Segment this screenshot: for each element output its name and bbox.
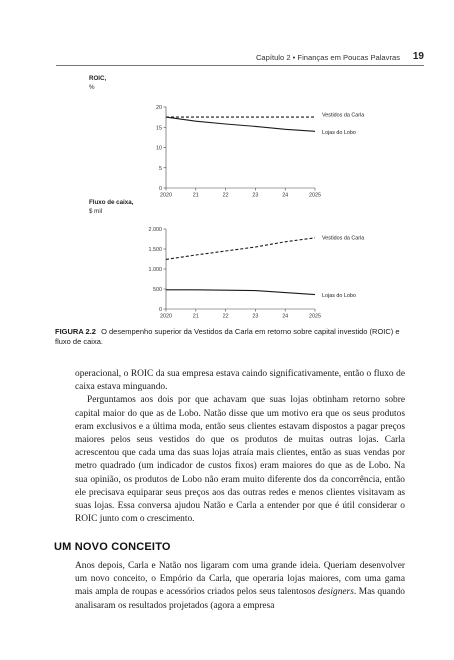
figure-2-2: [0, 70, 454, 325]
x-tick-label: 2020: [160, 313, 172, 320]
x-tick-label: 22: [222, 313, 229, 320]
y-tick-label: 1.500: [148, 247, 162, 253]
section-paragraph-start: Anos depois, Carla e Natão nos ligaram com uma grande ideia. Queriam desenvolver um novo conceito, o Empório da Carla, que operaria lojas maiores, com uma gama mais ampla de roupas e acessórios criados pelos seus talentosos: [75, 561, 405, 598]
body-text: [75, 368, 405, 526]
header-rule: [56, 65, 424, 66]
section-paragraph-1: [75, 560, 405, 613]
series-line-lojas-do-lobo: [166, 290, 315, 295]
paragraph-1: operacional, o ROIC da sua empresa estava caindo significativamente, então o fluxo de caixa estava minguando.: [75, 369, 405, 393]
x-tick-label: 24: [282, 313, 289, 320]
y-tick-label: 0: [159, 307, 162, 313]
caption-label: FIGURA 2.2: [55, 327, 96, 336]
series-label: Lojas do Lobo: [322, 129, 356, 136]
section-heading: UM NOVO CONCEITO: [54, 541, 171, 553]
section-body: [75, 560, 405, 613]
x-tick-label: 23: [252, 192, 259, 199]
series-line-vestidos-da-carla: [166, 238, 315, 260]
running-header: [0, 53, 454, 67]
running-title: Capítulo 2 • Finanças em Poucas Palavras: [255, 53, 400, 62]
y-axis-unit: $ mil: [89, 208, 103, 215]
x-tick-label: 21: [192, 313, 199, 320]
y-tick-label: 20: [156, 105, 162, 111]
x-tick-label: 24: [282, 192, 289, 199]
y-axis-unit: %: [89, 84, 95, 91]
series-label: Vestidos da Carla: [322, 112, 365, 119]
x-tick-label: 23: [252, 313, 259, 320]
y-tick-label: 5: [159, 165, 162, 172]
series-label: Vestidos da Carla: [322, 235, 365, 242]
x-tick-label: 22: [222, 192, 229, 199]
series-label: Lojas do Lobo: [322, 293, 356, 300]
y-tick-label: 2.000: [148, 227, 162, 233]
roic-chart: [89, 75, 364, 199]
figure-caption: [55, 327, 407, 347]
series-line-lojas-do-lobo: [166, 117, 315, 131]
cash-flow-chart: [89, 199, 364, 320]
x-tick-label: 2025: [309, 192, 321, 199]
y-tick-label: 15: [156, 125, 162, 132]
x-tick-label: 2025: [309, 313, 321, 320]
caption-text: O desempenho superior da Vestidos da Carla em retorno sobre capital investido (ROIC) e fluxo de caixa.: [55, 327, 400, 346]
y-tick-label: 10: [156, 145, 162, 152]
y-tick-label: 500: [153, 287, 162, 293]
y-tick-label: 1.000: [148, 267, 162, 273]
y-axis-label: ROIC,: [89, 75, 107, 82]
y-axis-label: Fluxo de caixa,: [89, 199, 134, 206]
paragraph-2: Perguntamos aos dois por que achavam que suas lojas obtinham retorno sobre capital maior do que as de Lobo. Natão disse que um motivo era que os seus produtos eram exclusivos e a última moda, então seus clientes estavam dispostos a pagar preços maiores pelos seus vestidos do que os produtos de muitas outras lojas. Carla acrescentou que cada uma das suas lojas atraía mais clientes, então as suas vendas por metro quadrado (um indicador de custos fixos) eram maiores do que as de Lobo. Na sua opinião, os produtos de Lobo não eram muito diferente dos da concorrência, então ele precisava equiparar seus preços aos das outras redes e menos clientes visitavam as suas lojas. Essa conversa ajudou Natão e Carla a entender por que é útil considerar o ROIC junto com o crescimento.: [75, 395, 405, 525]
y-tick-label: 0: [159, 186, 162, 192]
designers-emphasis: designers: [317, 587, 354, 598]
page-number: 19: [412, 51, 424, 62]
section-paragraph-end: . Mas quando analisaram os resultados projetados (agora a empresa: [75, 587, 405, 611]
x-tick-label: 21: [192, 192, 199, 199]
x-tick-label: 2020: [160, 192, 172, 199]
